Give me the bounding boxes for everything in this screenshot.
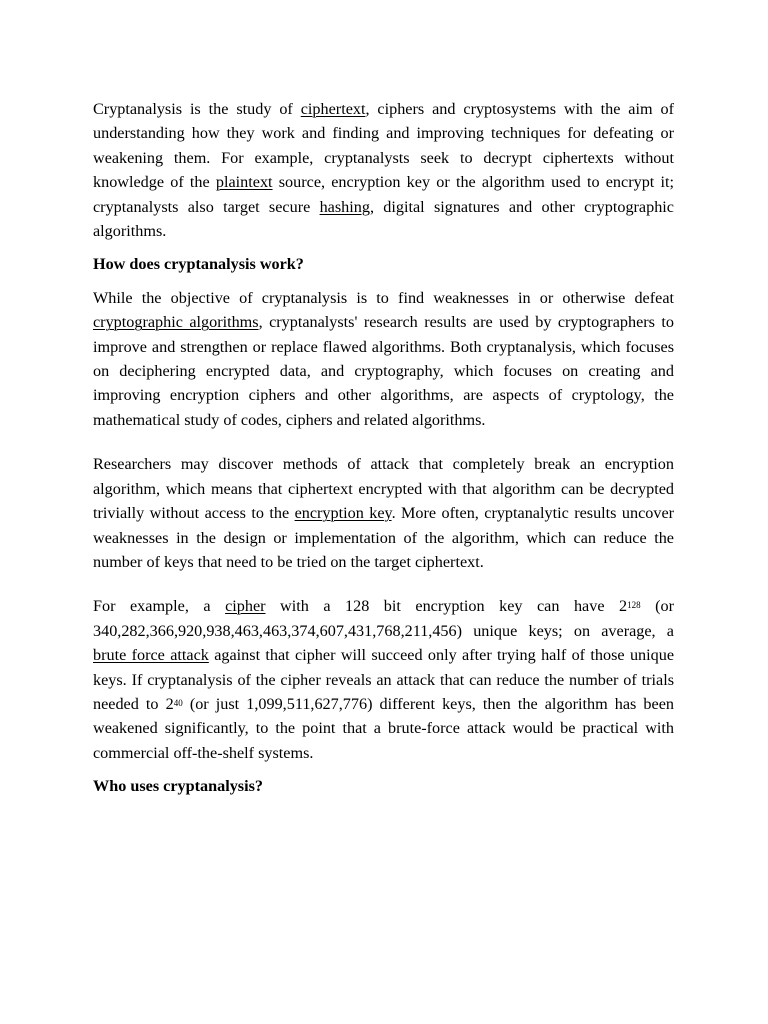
example-paragraph: [93, 594, 674, 765]
researchers-text-1: Researchers may discover methods of attack that completely break an encryption algorithm, which means that ciphertext encrypted with that algorithm can be decrypted trivially without access to the: [93, 455, 674, 523]
heading-how-cryptanalysis-works: How does cryptanalysis work?: [93, 255, 304, 274]
hashing-link[interactable]: hashing: [319, 197, 370, 216]
brute-force-attack-link[interactable]: brute force attack: [93, 646, 209, 665]
heading-who-uses-cryptanalysis: Who uses cryptanalysis?: [93, 777, 263, 796]
intro-paragraph: [93, 97, 674, 243]
plaintext-link[interactable]: plaintext: [215, 173, 273, 192]
exponent-128: 128: [627, 600, 641, 611]
example-text-2: with a 128 bit encryption key can have 2: [265, 597, 628, 616]
ciphertext-link[interactable]: ciphertext: [300, 100, 366, 118]
exponent-40: 40: [173, 697, 183, 708]
objective-paragraph: [93, 286, 674, 432]
objective-text-1: While the objective of cryptanalysis is to find weaknesses in or otherwise defeat: [93, 288, 674, 307]
encryption-key-link[interactable]: encryption key: [294, 504, 392, 523]
intro-text-1: Cryptanalysis is the study of: [93, 100, 301, 118]
intro-text-3: source, encryption key or the algorithm used to encrypt it; cryptanalysts also target secure: [93, 173, 674, 216]
intro-text-2: , ciphers and cryptosystems with the aim of understanding how they work and finding and improving techniques for defeating or weakening them. For example, cryptanalysts seek to decrypt ciphertexts without knowledge of the: [93, 100, 674, 192]
cryptographic-algorithms-link[interactable]: cryptographic algorithms: [93, 313, 259, 332]
researchers-paragraph: [93, 452, 674, 574]
researchers-text-2: . More often, cryptanalytic results uncover weaknesses in the design or implementation of the algorithm, which can reduce the number of keys that need to be tried on the target ciphertext.: [93, 504, 675, 571]
example-text-3: (or 340,282,366,920,938,463,463,374,607,431,768,211,456) unique keys; on average, a: [93, 597, 675, 640]
intro-text-4: , digital signatures and other cryptographic algorithms.: [93, 197, 674, 241]
document-page: [93, 97, 674, 799]
example-text-1: For example, a: [93, 597, 226, 616]
cipher-link[interactable]: cipher: [225, 597, 266, 616]
objective-text-2: , cryptanalysts' research results are used by cryptographers to improve and strengthen or replace flawed algorithms. Both cryptanalysis, which focuses on deciphering encrypted data, and cryptography, which focuses on creating and improving encryption ciphers and other algorithms, are aspects of cryptology, the mathematical study of codes, ciphers and related algorithms.: [93, 313, 674, 429]
example-text-4: against that cipher will succeed only after trying half of those unique keys. If cryptanalysis of the cipher reveals an attack that can reduce the number of trials needed to 2: [93, 646, 675, 713]
example-text-5: (or just 1,099,511,627,776) different keys, then the algorithm has been weakened significantly, to the point that a brute-force attack would be practical with commercial off-the-shelf systems.: [93, 694, 674, 762]
